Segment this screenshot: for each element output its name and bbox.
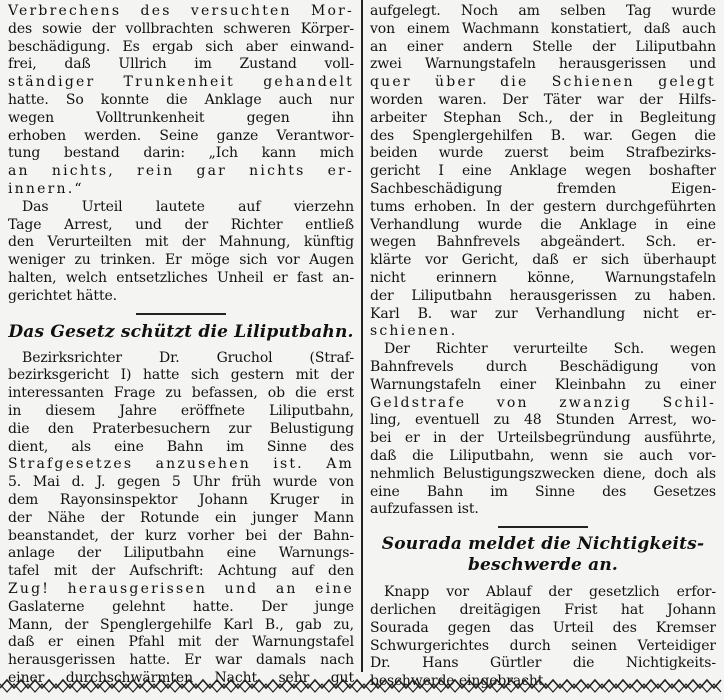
text-line: Warnungstafeln einer Kleinbahn zu einer <box>370 376 716 393</box>
text-line: beschwerde eingebracht. <box>370 673 548 690</box>
text-line: gerichtet hätte. <box>8 287 118 304</box>
text-line: von einem Wachmann konstatiert, daß auch <box>370 20 716 37</box>
text-line: tafel mit der Aufschrift: Achtung auf den <box>8 563 354 580</box>
text-line: Geldstrafe von zwanzig Schil- <box>370 394 716 411</box>
text-line: Dr. Hans Gürtler die Nichtigkeits- <box>370 655 716 672</box>
text-line: der Liliputbahn herausgerissen zu haben. <box>370 287 716 304</box>
text-line: den Verurteilten mit der Mahnung, künftig <box>8 234 354 251</box>
text-line: interessanten Frage zu befassen, ob die erst <box>8 385 354 402</box>
text-line: beschädigung. Es ergab sich aber einwand- <box>8 38 354 55</box>
text-line: Bezirksrichter Dr. Gruchol (Straf- <box>22 349 354 366</box>
text-line: gericht I eine Anklage wegen boshafter <box>370 163 716 180</box>
text-line: der Nähe der Rotunde ein junger Mann <box>8 509 354 526</box>
text-line: aufzufassen ist. <box>370 501 479 518</box>
text-line: Gaslaterne gelehnt hatte. Der junge <box>8 598 354 615</box>
text-line: Tage Arrest, und der Richter entließ <box>8 216 354 233</box>
article-body-liliputbahn <box>8 350 354 688</box>
text-line: schienen. <box>370 323 458 340</box>
text-line: quer über die Schienen gelegt <box>370 74 716 91</box>
text-line: erhoben werden. Seine ganze Verantwor- <box>8 127 354 144</box>
text-line: wegen Volltrunkenheit gegen ihn <box>8 109 354 126</box>
text-line: Schwurgerichtes durch seinen Verteidiger <box>370 637 716 654</box>
text-line: derlichen dreitägigen Frist hat Johann <box>370 601 716 618</box>
text-line: eine Bahn im Sinne des Gesetzes <box>370 483 716 500</box>
text-line: beanstandet, der kurz vorher bei der Bahn- <box>8 527 354 544</box>
text-line: halten, welch entsetzliches Unheil er fast an- <box>8 269 354 286</box>
text-line: in diesem Jahre eröffnete Liliputbahn, <box>8 402 354 419</box>
column-divider <box>361 0 363 672</box>
right-column <box>370 0 716 691</box>
text-line: anlage der Liliputbahn eine Warnungs- <box>8 545 354 562</box>
text-line: arbeiter Stephan Sch., der in Begleitung <box>370 109 716 126</box>
headline-sourada <box>370 534 716 576</box>
text-line: nehmlich Belustigungszwecken diene, doch als <box>370 465 716 482</box>
text-line: bei er in der Urteilsbegründung ausführte, <box>370 430 716 447</box>
text-line: Der Richter verurteilte Sch. wegen <box>384 341 716 358</box>
article-body-sourada <box>370 584 716 691</box>
article-continuation-liliputbahn <box>370 3 716 341</box>
text-line: zwei Warnungstafeln herausgerissen und <box>370 56 716 73</box>
text-line: tums erhoben. In der gestern durchgeführten <box>370 198 716 215</box>
decorative-zigzag-border <box>0 676 724 696</box>
text-line: Knapp vor Ablauf der gesetzlich erfor- <box>384 584 716 601</box>
text-line: daß er einen Pfahl mit der Warnungstafel <box>8 634 354 651</box>
text-line: ling, eventuell zu 48 Stunden Arrest, wo- <box>370 412 716 429</box>
text-line: Zug! herausgerissen und an eine <box>8 580 354 597</box>
headline-line: Sourada meldet die Nichtigkeits- <box>381 534 705 555</box>
text-line: Karl B. war zur Verhandlung nicht er- <box>370 305 716 322</box>
text-line: die den Praterbesuchern zur Belustigung <box>8 420 354 437</box>
article-continuation-paragraph-1 <box>8 3 354 199</box>
text-line: Sachbeschädigung fremden Eigen- <box>370 180 716 197</box>
text-line: wegen Bahnfrevels abgeändert. Sch. er- <box>370 234 716 251</box>
text-line: hatte. So konnte die Anklage auch nur <box>8 91 354 108</box>
text-line: an einer andern Stelle der Liliputbahn <box>370 38 716 55</box>
article-paragraph-verdict <box>8 199 354 306</box>
text-line: tung bestand darin: „Ich kann mich <box>8 145 354 162</box>
text-line: des sowie der vollbrachten schweren Körper- <box>8 20 354 37</box>
left-column <box>8 0 354 688</box>
text-line: worden waren. Der Täter war der Hilfs- <box>370 91 716 108</box>
text-line: Mann, der Spenglergehilfe Karl B., gab zu, <box>8 616 354 633</box>
text-line: weniger zu trinken. Er möge sich vor Augen <box>8 252 354 269</box>
text-line: Verbrechens des versuchten Mor- <box>8 3 354 19</box>
section-rule <box>498 526 588 528</box>
text-line: daß die Liliputbahn, wenn sie auch vor- <box>370 447 716 464</box>
text-line: nicht erinnern könne, Warnungstafeln <box>370 269 716 286</box>
text-line: beiden wurde zuerst beim Strafbezirks- <box>370 145 716 162</box>
headline-line: beschwerde an. <box>467 555 619 576</box>
headline-liliputbahn: Das Gesetz schützt die Liliputbahn. <box>8 321 354 342</box>
text-line: ständiger Trunkenheit gehandelt <box>8 74 354 91</box>
text-line: klärte vor Gericht, daß er sich überhaupt <box>370 252 716 269</box>
text-line: 5. Mai d. J. gegen 5 Uhr früh wurde von <box>8 474 354 491</box>
text-line: Das Urteil lautete auf vierzehn <box>22 198 354 215</box>
text-line: Sourada gegen das Urteil des Kremser <box>370 619 716 636</box>
text-line: dem Rayonsinspektor Johann Kruger in <box>8 491 354 508</box>
text-line: Strafgesetzes anzusehen ist. Am <box>8 456 354 473</box>
text-line: des Spenglergehilfen B. war. Gegen die <box>370 127 716 144</box>
article-paragraph-judgment <box>370 341 716 519</box>
text-line: einer durchschwärmten Nacht sehr gut <box>8 669 354 686</box>
text-line: an nichts, rein gar nichts er- <box>8 163 354 180</box>
text-line: bezirksgericht I) hatte sich gestern mit der <box>8 367 354 384</box>
text-line: herausgerissen hatte. Er war damals nach <box>8 652 354 669</box>
text-line: aufgelegt. Noch am selben Tag wurde <box>370 3 716 19</box>
text-line: dient, als eine Bahn im Sinne des <box>8 438 354 455</box>
text-line: frei, daß Ullrich im Zustand voll- <box>8 56 354 73</box>
text-line: Bahnfrevels durch Beschädigung von <box>370 358 716 375</box>
text-line: innern.“ <box>8 180 84 197</box>
section-rule <box>136 313 226 315</box>
text-line: Verhandlung wurde die Anklage in eine <box>370 216 716 233</box>
